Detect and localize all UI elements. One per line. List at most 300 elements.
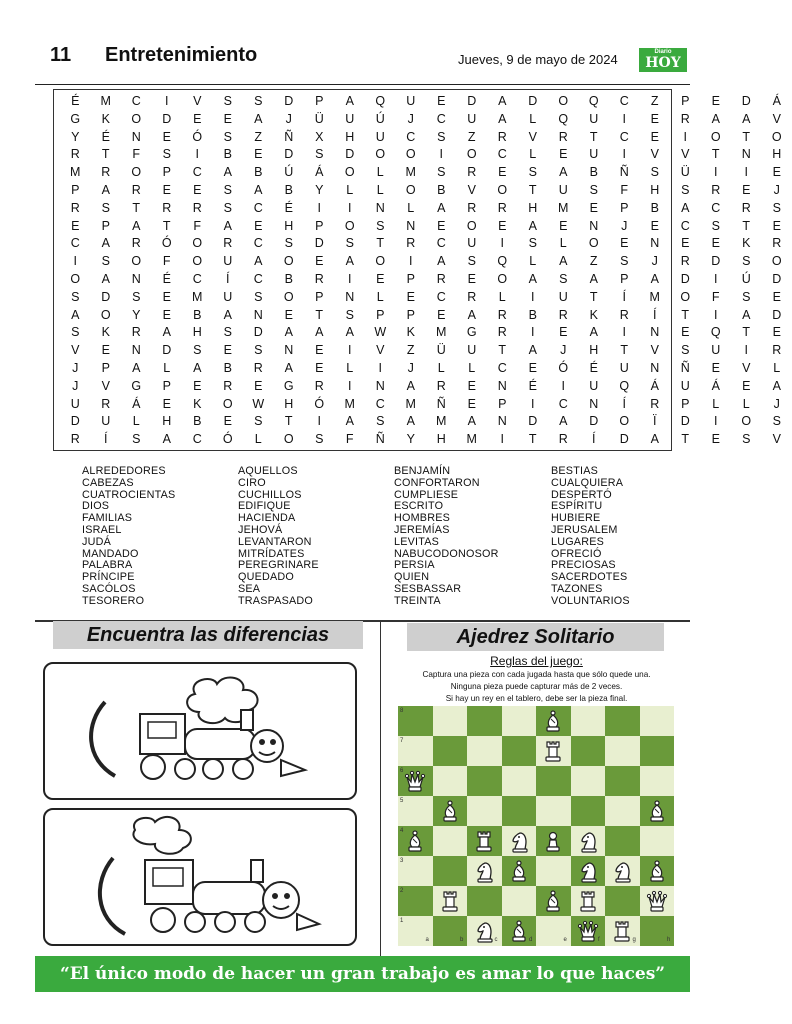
word-item: CONFORTARON <box>394 476 480 489</box>
grid-letter: O <box>131 254 142 269</box>
grid-letter: P <box>681 94 690 108</box>
grid-letter: N <box>253 307 263 322</box>
word-item: SEA <box>238 582 261 595</box>
grid-letter: S <box>467 254 476 269</box>
grid-letter: A <box>406 414 415 429</box>
grid-letter: W <box>252 396 265 411</box>
grid-letter: V <box>772 111 781 126</box>
grid-letter: U <box>406 94 416 108</box>
file-label: g <box>632 937 636 943</box>
grid-letter: U <box>589 378 599 393</box>
word-item: ALREDEDORES <box>82 465 166 477</box>
grid-letter: V <box>742 361 751 375</box>
board-square <box>433 826 468 856</box>
grid-letter: I <box>378 361 382 375</box>
page-header <box>0 0 723 86</box>
grid-letter: L <box>468 361 476 375</box>
grid-letter: O <box>375 254 386 269</box>
grid-letter: C <box>131 94 141 108</box>
grid-letter: R <box>406 236 416 251</box>
rook-icon <box>472 829 496 853</box>
grid-letter: Ñ <box>436 396 446 411</box>
grid-letter: Y <box>71 129 80 144</box>
grid-letter: V <box>467 183 476 197</box>
grid-letter: P <box>406 272 415 286</box>
word-column <box>551 466 707 608</box>
grid-letter: A <box>498 94 507 108</box>
grid-letter: R <box>223 236 233 251</box>
grid-letter: P <box>315 218 324 233</box>
grid-letter: C <box>558 396 568 411</box>
grid-letter: O <box>283 432 294 447</box>
grid-letter: I <box>714 272 718 286</box>
word-item: LEVITAS <box>394 535 440 548</box>
grid-letter: I <box>622 111 626 126</box>
grid-letter: I <box>165 94 169 108</box>
grid-letter: S <box>620 254 629 269</box>
grid-letter: S <box>345 307 354 322</box>
file-label: f <box>598 937 600 943</box>
word-item: TAZONES <box>551 582 603 595</box>
grid-letter: A <box>315 325 324 340</box>
grid-letter: U <box>345 111 355 126</box>
grid-letter: I <box>561 378 565 393</box>
grid-letter: O <box>497 183 508 197</box>
grid-letter: S <box>742 254 751 269</box>
grid-letter: N <box>345 289 355 304</box>
word-column <box>394 466 550 608</box>
grid-letter: I <box>531 325 535 340</box>
word-item: ESCRITO <box>394 500 444 513</box>
grid-letter: E <box>681 236 690 251</box>
grid-letter: L <box>407 200 415 215</box>
grid-row <box>60 163 792 181</box>
board-square <box>502 796 537 826</box>
grid-letter: D <box>314 236 324 251</box>
grid-letter: A <box>223 165 232 180</box>
word-item: CUCHILLOS <box>238 488 302 501</box>
grid-letter: A <box>345 414 354 429</box>
grid-row <box>60 395 792 413</box>
grid-letter: Í <box>592 432 596 447</box>
grid-letter: H <box>436 432 446 447</box>
word-item: AQUELLOS <box>238 465 298 477</box>
board-square <box>536 796 571 826</box>
bishop-icon <box>645 859 669 883</box>
grid-letter: E <box>772 218 781 233</box>
grid-letter: U <box>223 289 233 304</box>
grid-letter: Y <box>315 183 324 197</box>
grid-letter: R <box>650 396 660 411</box>
grid-letter: E <box>376 272 385 286</box>
grid-letter: L <box>437 361 445 375</box>
file-label: a <box>425 937 429 943</box>
grid-letter: E <box>162 183 171 197</box>
grid-letter: L <box>376 165 384 180</box>
board-square <box>605 886 640 916</box>
board-square <box>640 706 675 736</box>
grid-row <box>60 92 792 110</box>
grid-letter: Q <box>588 94 599 108</box>
grid-letter: L <box>773 361 781 375</box>
grid-letter: Z <box>254 129 263 144</box>
bishop-icon <box>438 799 462 823</box>
grid-row <box>60 288 792 306</box>
grid-letter: Q <box>497 254 508 269</box>
grid-letter: K <box>406 325 415 340</box>
grid-letter: I <box>744 343 748 358</box>
grid-letter: E <box>498 165 507 180</box>
board-square <box>502 706 537 736</box>
grid-letter: R <box>558 307 568 322</box>
grid-letter: J <box>407 361 414 375</box>
grid-letter: A <box>254 183 263 197</box>
grid-letter: A <box>101 236 110 251</box>
word-item: VOLUNTARIOS <box>551 594 630 607</box>
word-item: PALABRA <box>82 559 133 572</box>
grid-letter: I <box>531 289 535 304</box>
grid-letter: S <box>101 254 110 269</box>
grid-letter: S <box>132 289 141 304</box>
board-square <box>502 736 537 766</box>
grid-letter: K <box>101 111 110 126</box>
grid-letter: P <box>315 94 324 108</box>
grid-letter: P <box>376 307 385 322</box>
grid-letter: S <box>223 200 232 215</box>
grid-letter: Z <box>589 254 598 269</box>
grid-letter: S <box>315 432 324 447</box>
board-square <box>640 766 675 796</box>
grid-letter: S <box>254 94 263 108</box>
logo-top-text: Diario <box>654 49 672 55</box>
grid-letter: R <box>741 200 751 215</box>
grid-letter: O <box>283 289 294 304</box>
grid-letter: C <box>192 432 202 447</box>
grid-letter: É <box>284 200 293 215</box>
grid-letter: T <box>132 200 141 215</box>
grid-letter: A <box>528 218 537 233</box>
grid-letter: D <box>345 147 355 162</box>
grid-letter: O <box>771 254 782 269</box>
grid-letter: D <box>467 94 477 108</box>
grid-letter: P <box>406 307 415 322</box>
grid-letter: H <box>589 343 599 358</box>
board-square <box>571 706 606 736</box>
grid-letter: O <box>680 289 691 304</box>
grid-letter: E <box>528 361 537 375</box>
grid-letter: E <box>467 272 476 286</box>
word-item: LEVANTARON <box>238 535 312 548</box>
word-item: PEREGRINARE <box>238 559 319 572</box>
grid-letter: B <box>193 307 202 322</box>
grid-letter: E <box>498 218 507 233</box>
grid-letter: U <box>467 111 477 126</box>
word-item: PRÍNCIPE <box>82 571 135 584</box>
grid-letter: D <box>162 343 172 358</box>
grid-letter: G <box>70 111 81 126</box>
grid-letter: S <box>315 147 324 162</box>
grid-letter: P <box>681 396 690 411</box>
word-item: CUMPLIESE <box>394 488 459 501</box>
grid-letter: N <box>741 147 751 162</box>
grid-letter: R <box>772 343 782 358</box>
grid-letter: N <box>284 343 294 358</box>
grid-letter: A <box>162 432 171 447</box>
grid-letter: Z <box>406 343 415 358</box>
grid-letter: M <box>70 165 81 180</box>
grid-letter: M <box>192 289 203 304</box>
grid-letter: X <box>315 129 324 144</box>
grid-letter: E <box>162 307 171 322</box>
grid-letter: S <box>376 414 385 429</box>
word-search-grid <box>53 89 782 451</box>
grid-letter: O <box>192 254 203 269</box>
bishop-icon <box>507 859 531 883</box>
grid-letter: P <box>620 200 629 215</box>
grid-letter: S <box>223 94 232 108</box>
grid-letter: R <box>223 378 233 393</box>
queen-icon <box>576 919 600 943</box>
grid-letter: C <box>619 94 629 108</box>
grid-letter: C <box>436 289 446 304</box>
grid-letter: I <box>531 396 535 411</box>
word-item: HACIENDA <box>238 512 296 525</box>
quote-banner: “El único modo de hacer un gran trabajo es amar lo que haces” <box>35 956 690 992</box>
word-item: PRECIOSAS <box>551 559 616 572</box>
grid-letter: E <box>162 289 171 304</box>
grid-letter: V <box>650 147 659 162</box>
board-square <box>571 796 606 826</box>
file-label: h <box>667 937 671 943</box>
grid-row <box>60 217 792 235</box>
knight-icon <box>472 919 496 943</box>
word-item: BESTIAS <box>551 465 599 477</box>
grid-letter: R <box>467 289 477 304</box>
grid-letter: V <box>376 343 385 358</box>
grid-letter: O <box>466 147 477 162</box>
grid-letter: E <box>254 218 263 233</box>
grid-letter: B <box>650 200 659 215</box>
grid-letter: R <box>558 432 568 447</box>
chess-rule-3: Si hay un rey en el tablero, debe ser la pieza final. <box>445 694 628 703</box>
grid-letter: S <box>742 432 751 447</box>
grid-letter: E <box>559 325 568 340</box>
grid-letter: A <box>193 361 202 375</box>
grid-letter: A <box>681 200 690 215</box>
chess-title: Ajedrez Solitario <box>407 623 664 651</box>
grid-letter: M <box>436 325 447 340</box>
grid-letter: H <box>284 218 294 233</box>
word-item: MITRÍDATES <box>238 547 305 560</box>
rook-icon <box>610 919 634 943</box>
differences-title: Encuentra las diferencias <box>53 621 363 649</box>
grid-letter: I <box>348 343 352 358</box>
grid-letter: Ü <box>314 111 324 126</box>
grid-row <box>60 430 792 448</box>
grid-letter: A <box>559 165 568 180</box>
grid-letter: D <box>772 307 782 322</box>
grid-letter: K <box>101 325 110 340</box>
grid-letter: F <box>711 289 720 304</box>
grid-letter: C <box>70 236 80 251</box>
board-square <box>433 766 468 796</box>
grid-letter: T <box>589 289 598 304</box>
grid-row <box>60 234 792 252</box>
grid-letter: L <box>376 183 384 197</box>
board-square <box>605 826 640 856</box>
word-item: ESPÍRITU <box>551 500 603 513</box>
grid-letter: N <box>589 218 599 233</box>
grid-letter: Q <box>619 378 630 393</box>
grid-letter: P <box>498 396 507 411</box>
file-label: e <box>563 937 567 943</box>
grid-letter: Á <box>132 396 141 411</box>
grid-letter: M <box>405 396 416 411</box>
grid-letter: D <box>528 94 538 108</box>
grid-letter: L <box>559 236 567 251</box>
grid-letter: F <box>620 183 629 197</box>
grid-letter: S <box>223 325 232 340</box>
grid-letter: L <box>376 289 384 304</box>
grid-letter: B <box>193 414 202 429</box>
bishop-icon <box>507 919 531 943</box>
grid-letter: T <box>742 129 751 144</box>
grid-letter: A <box>284 361 293 375</box>
grid-letter: R <box>497 129 507 144</box>
grid-letter: Ü <box>680 165 690 180</box>
page-number: 11 <box>50 44 72 66</box>
grid-letter: M <box>558 200 569 215</box>
grid-letter: B <box>254 165 263 180</box>
word-item: PERSIA <box>394 559 435 572</box>
grid-letter: L <box>742 396 750 411</box>
pawn-icon <box>541 829 565 853</box>
grid-letter: P <box>101 218 110 233</box>
grid-letter: S <box>132 432 141 447</box>
grid-letter: Í <box>226 272 230 286</box>
grid-row <box>60 306 792 324</box>
grid-letter: M <box>100 94 111 108</box>
header-divider <box>35 84 690 85</box>
grid-letter: O <box>100 307 111 322</box>
grid-letter: A <box>589 325 598 340</box>
grid-letter: O <box>405 147 416 162</box>
knight-icon <box>610 859 634 883</box>
grid-letter: S <box>254 289 263 304</box>
grid-letter: E <box>650 111 659 126</box>
grid-letter: Ó <box>161 236 172 251</box>
grid-letter: S <box>71 325 80 340</box>
grid-letter: R <box>70 432 80 447</box>
grid-letter: D <box>741 94 751 108</box>
grid-letter: A <box>223 218 232 233</box>
grid-letter: R <box>162 200 172 215</box>
grid-letter: J <box>773 396 780 411</box>
grid-letter: S <box>589 183 598 197</box>
grid-row <box>60 377 792 395</box>
grid-letter: E <box>711 236 720 251</box>
grid-letter: A <box>223 307 232 322</box>
grid-letter: T <box>498 343 507 358</box>
grid-letter: U <box>680 378 690 393</box>
grid-letter: J <box>651 254 658 269</box>
board-square <box>467 886 502 916</box>
grid-letter: A <box>254 111 263 126</box>
word-column <box>238 466 394 608</box>
word-item: EDIFIQUE <box>238 500 291 513</box>
grid-letter: V <box>101 378 110 393</box>
word-item: QUIEN <box>394 571 430 584</box>
grid-letter: P <box>315 289 324 304</box>
grid-letter: L <box>712 396 720 411</box>
board-square <box>467 736 502 766</box>
grid-letter: R <box>70 200 80 215</box>
grid-letter: T <box>589 129 598 144</box>
grid-letter: I <box>317 200 321 215</box>
grid-letter: Á <box>650 378 659 393</box>
grid-letter: B <box>284 272 293 286</box>
word-item: DIOS <box>82 500 110 513</box>
word-item: TRASPASADO <box>238 594 313 607</box>
grid-letter: O <box>283 254 294 269</box>
grid-letter: É <box>162 272 171 286</box>
grid-letter: B <box>589 165 598 180</box>
grid-letter: E <box>559 218 568 233</box>
knight-icon <box>507 829 531 853</box>
grid-letter: C <box>192 165 202 180</box>
grid-letter: A <box>437 200 446 215</box>
grid-letter: E <box>437 94 446 108</box>
grid-letter: Ú <box>741 272 751 286</box>
word-item: HUBIERE <box>551 512 601 525</box>
grid-letter: O <box>344 165 355 180</box>
grid-letter: U <box>467 236 477 251</box>
grid-letter: O <box>131 165 142 180</box>
grid-letter: R <box>436 378 446 393</box>
grid-letter: I <box>317 414 321 429</box>
grid-letter: A <box>742 111 751 126</box>
grid-letter: R <box>772 236 782 251</box>
grid-letter: E <box>71 218 80 233</box>
grid-letter: R <box>101 396 111 411</box>
grid-row <box>60 181 792 199</box>
grid-letter: E <box>254 147 263 162</box>
knight-icon <box>472 859 496 883</box>
file-label: d <box>529 937 533 943</box>
word-item: QUEDADO <box>238 571 294 584</box>
grid-letter: A <box>711 111 720 126</box>
grid-letter: Ó <box>314 396 325 411</box>
grid-letter: C <box>406 129 416 144</box>
grid-letter: T <box>315 307 324 322</box>
grid-row <box>60 145 792 163</box>
grid-letter: A <box>650 272 659 286</box>
grid-letter: C <box>253 272 263 286</box>
grid-letter: T <box>742 218 751 233</box>
grid-letter: M <box>436 414 447 429</box>
grid-letter: B <box>437 183 446 197</box>
grid-letter: Ú <box>284 165 294 180</box>
differences-image-top <box>43 662 357 800</box>
grid-letter: R <box>619 307 629 322</box>
grid-letter: H <box>528 200 538 215</box>
grid-letter: B <box>223 147 232 162</box>
grid-letter: M <box>405 165 416 180</box>
grid-letter: A <box>437 254 446 269</box>
grid-letter: E <box>254 378 263 393</box>
grid-letter: R <box>680 111 690 126</box>
grid-letter: T <box>742 325 751 340</box>
